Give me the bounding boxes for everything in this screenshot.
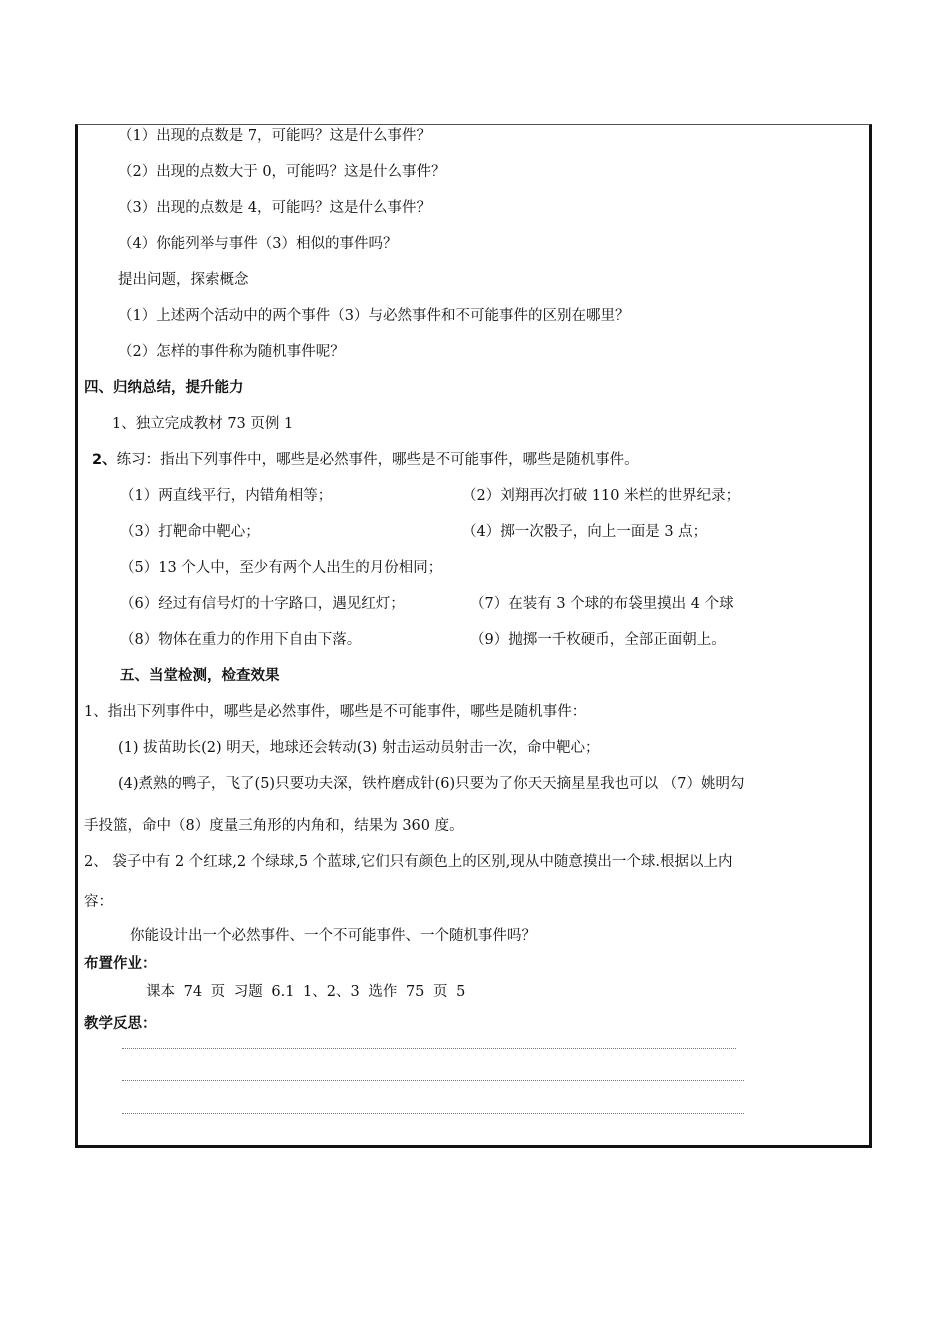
exercise-6: （6）经过有信号灯的十字路口，遇见红灯； <box>120 596 405 612</box>
question-2: （2）出现的点数大于 0，可能吗？这是什么事件？ <box>118 164 446 180</box>
item-2-text: 练习：指出下列事件中，哪些是必然事件，哪些是不可能事件，哪些是随机事件。 <box>116 452 639 468</box>
check-question-1-line-2: (4)煮熟的鸭子，飞了(5)只要功夫深，铁杵磨成针(6)只要为了你天天摘星星我也可以 （7）姚明勾 <box>118 776 745 792</box>
check-question-2-line-2: 容： <box>84 894 113 910</box>
concept-question-1: （1）上述两个活动中的两个事件（3）与必然事件和不可能事件的区别在哪里？ <box>118 308 630 324</box>
homework-text: 课本 74 页 习题 6.1 1、2、3 选作 75 页 5 <box>146 984 466 1000</box>
check-question-1-line-1: (1) 拔苗助长(2) 明天，地球还会转动(3) 射击运动员射击一次，命中靶心； <box>118 740 600 756</box>
section-4-item-2 <box>92 450 639 470</box>
exercise-1: （1）两直线平行，内错角相等； <box>120 488 333 504</box>
reflection-line-3 <box>122 1113 744 1114</box>
concept-prompt: 提出问题，探索概念 <box>118 272 249 288</box>
section-4-item-1: 1、独立完成教材 73 页例 1 <box>112 416 294 432</box>
check-question-1-line-3: 手投篮，命中（8）度量三角形的内角和，结果为 360 度。 <box>84 818 464 834</box>
question-3: （3）出现的点数是 4，可能吗？这是什么事件？ <box>118 200 432 216</box>
exercise-3: （3）打靶命中靶心； <box>120 524 260 540</box>
reflection-line-1 <box>122 1048 736 1049</box>
exercise-5: （5）13 个人中，至少有两个人出生的月份相同； <box>120 560 443 576</box>
concept-question-2: （2）怎样的事件称为随机事件呢？ <box>118 344 345 360</box>
check-question-1: 1、指出下列事件中，哪些是必然事件，哪些是不可能事件，哪些是随机事件： <box>84 704 587 720</box>
exercise-7: （7）在装有 3 个球的布袋里摸出 4 个球 <box>470 596 734 612</box>
check-question-2-line-1: 2、 袋子中有 2 个红球,2 个绿球,5 个蓝球,它们只有颜色上的区别,现从中随意摸出一个球.根据以上内 <box>84 854 733 870</box>
reflection-line-2 <box>122 1080 744 1081</box>
homework-heading: 布置作业： <box>84 956 157 972</box>
section-5-heading: 五、当堂检测，检查效果 <box>120 668 280 684</box>
question-1: （1）出现的点数是 7，可能吗？这是什么事件？ <box>118 128 432 144</box>
exercise-2: （2）刘翔再次打破 110 米栏的世界纪录； <box>462 488 741 504</box>
exercise-8: （8）物体在重力的作用下自由下落。 <box>120 632 362 648</box>
exercise-9: （9）抛掷一千枚硬币，全部正面朝上。 <box>470 632 726 648</box>
exercise-4: （4）掷一次骰子，向上一面是 3 点； <box>462 524 708 540</box>
section-4-heading: 四、归纳总结，提升能力 <box>84 380 244 396</box>
reflection-heading: 教学反思： <box>84 1016 157 1032</box>
check-question-2-line-3: 你能设计出一个必然事件、一个不可能事件、一个随机事件吗？ <box>130 928 536 944</box>
question-4: （4）你能列举与事件（3）相似的事件吗？ <box>118 236 398 252</box>
item-2-label: 2、 <box>92 452 117 468</box>
